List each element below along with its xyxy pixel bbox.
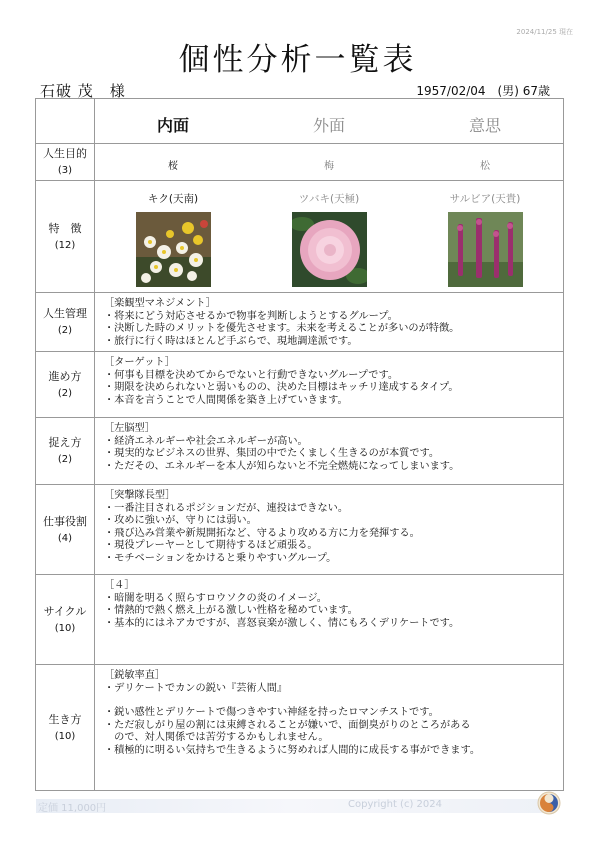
- label-num: (2): [57, 325, 73, 336]
- birth-info: 1957/02/04 (男) 67歳: [416, 84, 550, 98]
- text-life-management: [95, 293, 564, 352]
- text-line: ・ただ寂しがり屋の割には束縛されることが嫌いで、面倒臭がりのところがある: [104, 719, 471, 731]
- analysis-table: [35, 98, 564, 791]
- label-text: 仕事役割: [43, 514, 87, 528]
- text-line: ［突撃隊長型］: [104, 490, 176, 501]
- feature-name: ツバキ(天極): [298, 193, 360, 205]
- label-num: (10): [54, 730, 76, 742]
- text-line: ・決断した時のメリットを優先させます。未来を考えることが多いのが特徴。: [104, 323, 460, 334]
- footer-bar: [36, 799, 548, 813]
- label-text: 捉え方: [48, 436, 82, 449]
- label-work-role: [36, 485, 95, 575]
- label-cycle: [36, 575, 95, 665]
- text-line: ・基本的にはネアカですが、喜怒哀楽が激しく、情にもろくデリケートです。: [104, 617, 460, 629]
- text-line: ・現実的なビジネスの世界、集団の中でたくましく生きるのが本質です。: [104, 448, 440, 459]
- label-num: (4): [57, 532, 73, 544]
- label-life-management: [36, 293, 95, 352]
- tree-outer: 梅: [324, 161, 334, 172]
- column-inner: 内面: [156, 116, 189, 135]
- label-progression: [36, 352, 95, 418]
- text-line: ・飛び込み営業や新規開拓など、守るより攻める方に力を発揮する。: [104, 527, 420, 539]
- chrysanthemum-photo-icon: [136, 212, 211, 287]
- text-line: ［４］: [104, 580, 135, 591]
- text-line: ・積極的に明るい気持ちで生きるように努めれば人間的に成長する事ができます。: [104, 744, 481, 756]
- row-life-purpose: [36, 144, 564, 181]
- text-progression: [95, 352, 564, 418]
- trees-cell: [95, 144, 564, 181]
- row-perception: [36, 418, 564, 485]
- text-line: ・本音を言うことで人間関係を築き上げていきます。: [104, 394, 348, 406]
- text-cycle: [95, 575, 564, 665]
- label-text: 人生目的: [43, 147, 87, 160]
- camellia-photo-icon: [292, 212, 367, 287]
- label-text: 人生管理: [43, 307, 87, 320]
- text-line: ・攻めに強いが、守りには弱い。: [104, 515, 257, 526]
- text-line: ・経済エネルギーや社会エネルギーが高い。: [104, 435, 308, 447]
- label-num: (2): [57, 454, 73, 465]
- text-perception: [95, 418, 564, 485]
- text-line: ・デリケートでカンの鋭い『芸術人間』: [104, 682, 288, 694]
- feature-inner: [95, 191, 251, 287]
- logo-icon: [537, 791, 561, 815]
- text-way-of-life: [95, 665, 564, 791]
- text-line: ・鋭い感性とデリケートで傷つきやすい神経を持ったロマンチストです。: [104, 707, 439, 718]
- text-line: ［左脳型］: [104, 423, 155, 434]
- row-progression: [36, 352, 564, 418]
- person-name: 石破 茂 様: [40, 82, 126, 100]
- text-line: ので、対人関係では苦労するかもしれません。: [104, 732, 329, 743]
- text-line: ・旅行に行く時はほとんど手ぶらで、現地調達派です。: [104, 335, 358, 347]
- tree-inner: 桜: [168, 161, 178, 172]
- label-way-of-life: [36, 665, 95, 791]
- footer-price: 定価 11,000円: [38, 803, 107, 814]
- text-line: ・将来にどう対応させるかで物事を判断しようとするグループ。: [104, 310, 398, 322]
- row-work-role: [36, 485, 564, 575]
- page-title: 個性分析一覧表: [178, 42, 417, 78]
- feature-name: キク(天南): [147, 193, 199, 205]
- feature-outer: [251, 191, 407, 287]
- text-line: ・情熱的で熱く燃え上がる激しい性格を秘めています。: [104, 605, 358, 616]
- column-will: 意思: [468, 116, 501, 135]
- text-line: ・期限を決められないと弱いものの、決めた目標はキッチリ達成するタイプ。: [104, 382, 459, 393]
- text-line: ［ターゲット］: [104, 357, 175, 368]
- label-num: (12): [54, 239, 76, 251]
- column-outer: 外面: [312, 116, 345, 135]
- label-text: 生き方: [48, 712, 82, 726]
- row-cycle: [36, 575, 564, 665]
- text-line: ・モチベーションをかけると乗りやすいグループ。: [104, 552, 337, 564]
- text-line: ［楽観型マネジメント］: [104, 298, 216, 309]
- text-line: ・現役プレーヤーとして期待するほど頑張る。: [104, 540, 318, 551]
- text-line: ・何事も目標を決めてからでないと行動できないグループです。: [104, 369, 399, 381]
- label-text: 進め方: [48, 369, 82, 383]
- row-way-of-life: [36, 665, 564, 791]
- label-text: 特 徴: [48, 221, 82, 235]
- label-num: (10): [54, 622, 76, 634]
- label-features: [36, 181, 95, 293]
- empty-corner: [36, 99, 95, 144]
- text-line: ・一番注目されるポジションだが、連投はできない。: [104, 502, 349, 514]
- label-num: (2): [57, 387, 73, 399]
- feature-will: [407, 191, 563, 287]
- text-work-role: [95, 485, 564, 575]
- text-line: ［鋭敏率直］: [104, 670, 166, 681]
- tree-will: 松: [480, 161, 490, 172]
- features-cell: [95, 181, 564, 293]
- text-line: ・ただその、エネルギーを本人が知らないと不完全燃焼になってしまいます。: [104, 460, 460, 472]
- report-date: 2024/11/25 現在: [516, 28, 573, 36]
- column-header-row: [36, 99, 564, 144]
- row-features: [36, 181, 564, 293]
- row-life-management: [36, 293, 564, 352]
- label-text: サイクル: [43, 604, 87, 618]
- salvia-photo-icon: [448, 212, 523, 287]
- label-perception: [36, 418, 95, 485]
- feature-name: サルビア(天貴): [449, 193, 521, 205]
- column-headers: [95, 99, 564, 144]
- text-line: ・暗闇を明るく照らすロウソクの炎のイメージ。: [104, 592, 327, 604]
- label-num: (3): [57, 165, 73, 176]
- label-life-purpose: [36, 144, 95, 181]
- text-gap: [104, 695, 563, 707]
- footer-copyright: Copyright (c) 2024: [348, 799, 442, 810]
